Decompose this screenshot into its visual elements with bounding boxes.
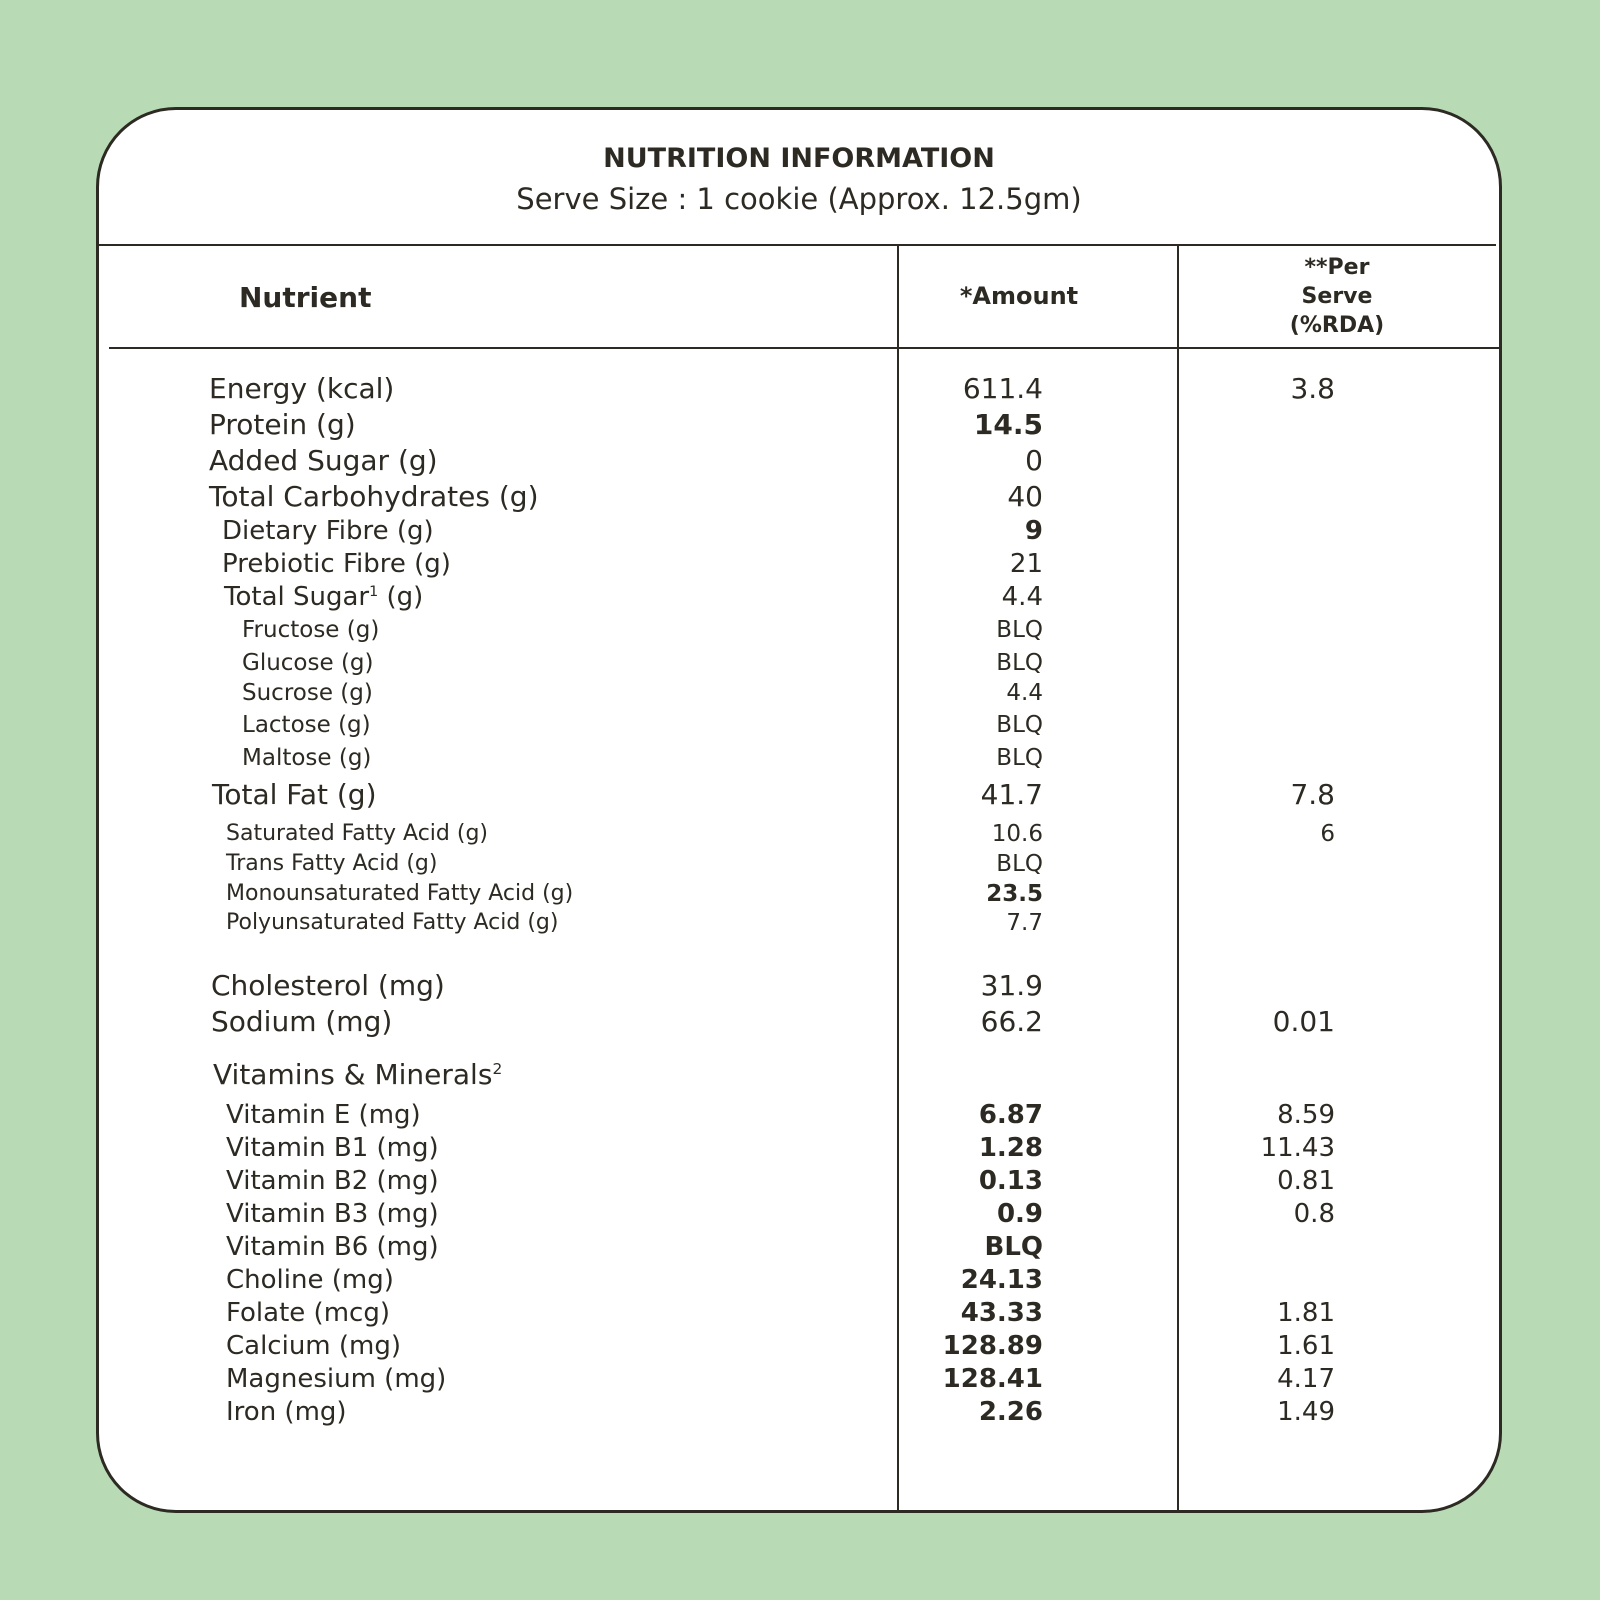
rda-header-line-2: Serve (1301, 284, 1373, 309)
table-row (99, 444, 1499, 484)
nutrient-name: Dietary Fibre (g) (222, 516, 434, 546)
divider-top (99, 244, 1496, 246)
nutrient-name: Vitamin B1 (mg) (226, 1133, 439, 1163)
nutrient-amount: 611.4 (962, 372, 1043, 405)
nutrient-name: Maltose (g) (242, 745, 372, 771)
rda-header-line-3: (%RDA) (1289, 313, 1385, 338)
nutrient-name: Vitamin B6 (mg) (226, 1232, 439, 1262)
nutrient-rda: 4.17 (1277, 1364, 1335, 1394)
nutrient-name-text: Total Sugar (224, 582, 370, 612)
nutrient-rda: 11.43 (1260, 1133, 1335, 1163)
nutrient-rda: 0.01 (1272, 1005, 1335, 1038)
column-header-nutrient: Nutrient (239, 281, 372, 314)
nutrient-name: Calcium (mg) (226, 1331, 402, 1361)
nutrient-name: Trans Fatty Acid (g) (226, 851, 438, 876)
nutrient-name: Vitamin B3 (mg) (226, 1199, 439, 1229)
nutrient-name: Folate (mcg) (226, 1298, 390, 1328)
nutrient-name: Lactose (g) (242, 712, 371, 738)
section-heading (99, 1058, 1499, 1098)
nutrition-card (96, 107, 1502, 1513)
nutrient-name: Iron (mg) (226, 1397, 347, 1427)
nutrient-name: Sucrose (g) (242, 680, 373, 706)
nutrient-rda: 3.8 (1290, 372, 1335, 405)
nutrient-name: Choline (mg) (226, 1265, 394, 1295)
nutrient-amount: BLQ (996, 712, 1043, 738)
nutrient-name: Total Carbohydrates (g) (209, 480, 539, 513)
nutrient-name (213, 1058, 502, 1091)
nutrient-name: Glucose (g) (242, 650, 374, 676)
table-row (99, 778, 1499, 818)
nutrient-rda: 8.59 (1277, 1100, 1335, 1130)
nutrient-amount: 10.6 (991, 821, 1043, 847)
nutrient-name: Fructose (g) (242, 617, 380, 643)
nutrient-amount: 41.7 (980, 778, 1043, 811)
nutrient-name: Vitamin E (mg) (226, 1100, 421, 1130)
nutrient-amount: 31.9 (980, 969, 1043, 1002)
table-row (99, 408, 1499, 448)
column-header-amount: *Amount (959, 282, 1079, 310)
table-row (99, 582, 1499, 622)
nutrient-rda: 1.81 (1277, 1298, 1335, 1328)
nutrient-amount: 9 (1024, 516, 1043, 546)
nutrient-name: Vitamin B2 (mg) (226, 1166, 439, 1196)
nutrient-rda: 7.8 (1290, 778, 1335, 811)
section-heading-text: Vitamins & Minerals (213, 1058, 493, 1091)
nutrient-name: Sodium (mg) (211, 1005, 393, 1038)
nutrient-name: Polyunsaturated Fatty Acid (g) (226, 910, 559, 935)
table-row (99, 372, 1499, 412)
nutrient-rda: 1.49 (1277, 1397, 1335, 1427)
footnote-marker: 1 (369, 584, 379, 600)
table-row (99, 910, 1499, 950)
nutrient-name: Cholesterol (mg) (211, 969, 445, 1002)
nutrient-amount: 23.5 (986, 881, 1043, 907)
table-row (99, 1005, 1499, 1045)
table-row (99, 1397, 1499, 1437)
nutrient-amount: BLQ (996, 617, 1043, 643)
nutrient-name: Magnesium (mg) (226, 1364, 447, 1394)
nutrient-rda: 0.81 (1277, 1166, 1335, 1196)
divider-header (109, 347, 1502, 349)
table-row (99, 969, 1499, 1009)
nutrient-name: Total Fat (g) (212, 778, 377, 811)
nutrient-name: Protein (g) (209, 408, 356, 441)
nutrient-amount: 6.87 (978, 1100, 1043, 1130)
nutrient-amount: 0.9 (996, 1199, 1043, 1229)
nutrient-rda: 0.8 (1293, 1199, 1335, 1229)
nutrient-name: Added Sugar (g) (209, 444, 438, 477)
serve-size: Serve Size : 1 cookie (Approx. 12.5gm) (516, 182, 1082, 216)
nutrient-name: Saturated Fatty Acid (g) (226, 821, 489, 846)
nutrient-name: Prebiotic Fibre (g) (222, 549, 451, 579)
column-header-rda (1179, 253, 1495, 340)
rda-header-line-1: **Per (1304, 255, 1370, 280)
nutrient-amount: 14.5 (973, 408, 1043, 441)
nutrient-amount: 0.13 (978, 1166, 1043, 1196)
nutrient-amount: 4.4 (1001, 582, 1043, 612)
nutrient-name (224, 582, 423, 612)
nutrient-amount: 21 (1009, 549, 1043, 579)
nutrient-amount: BLQ (996, 851, 1043, 877)
nutrient-amount: 40 (1007, 480, 1043, 513)
nutrient-amount: BLQ (984, 1232, 1043, 1262)
nutrient-rda: 6 (1320, 821, 1335, 847)
nutrient-amount: 43.33 (960, 1298, 1043, 1328)
nutrient-amount: 24.13 (960, 1265, 1043, 1295)
nutrient-name: Monounsaturated Fatty Acid (g) (226, 881, 574, 906)
nutrient-amount: 4.4 (1006, 680, 1043, 706)
nutrient-amount: BLQ (996, 745, 1043, 771)
nutrient-amount: 2.26 (978, 1397, 1043, 1427)
nutrient-amount: 128.89 (942, 1331, 1043, 1361)
nutrient-name: Energy (kcal) (209, 372, 395, 405)
nutrient-amount: 128.41 (942, 1364, 1043, 1394)
table-row (99, 480, 1499, 520)
nutrient-amount: BLQ (996, 650, 1043, 676)
nutrient-amount: 66.2 (980, 1005, 1043, 1038)
nutrient-rda: 1.61 (1277, 1331, 1335, 1361)
footnote-marker: 2 (492, 1060, 503, 1078)
nutrient-name-unit: (g) (378, 582, 424, 612)
nutrient-amount: 0 (1025, 444, 1043, 477)
nutrient-amount: 1.28 (978, 1133, 1043, 1163)
nutrient-amount: 7.7 (1006, 910, 1043, 936)
table-title: NUTRITION INFORMATION (603, 143, 995, 174)
